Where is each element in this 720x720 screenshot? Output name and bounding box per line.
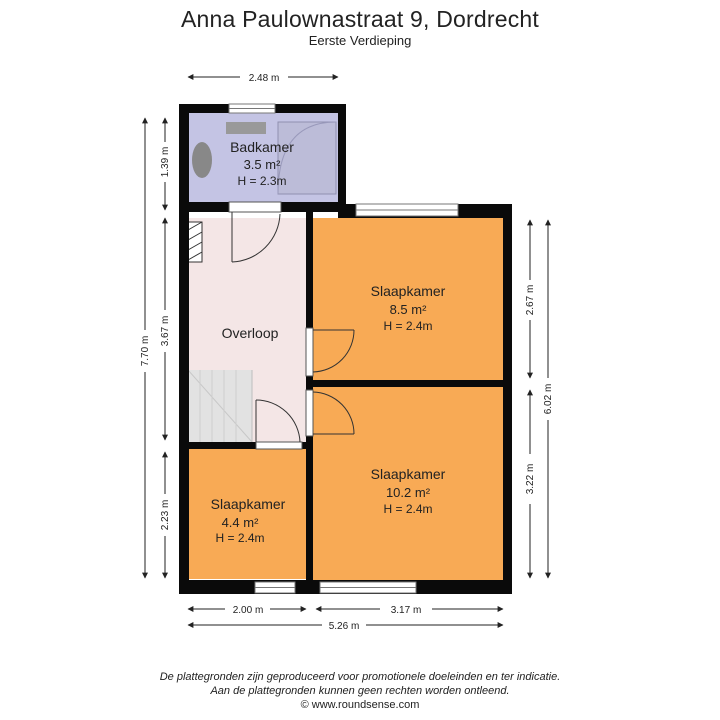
- badkamer-height: H = 2.3m: [237, 174, 287, 188]
- staircase: [188, 370, 252, 442]
- slaapkamer-1-height: H = 2.4m: [383, 319, 433, 333]
- copyright-link[interactable]: © www.roundsense.com: [300, 699, 420, 711]
- slaapkamer-2-name: Slaapkamer: [370, 466, 446, 482]
- slaapkamer-3-floor: [188, 449, 306, 579]
- dim-right-upper: 2.67 m: [525, 284, 536, 316]
- slaapkamer-2-height: H = 2.4m: [383, 502, 433, 516]
- shaft: [188, 222, 202, 262]
- dim-right-lower: 3.22 m: [525, 463, 536, 495]
- slaapkamer-1-area: 8.5 m²: [389, 302, 427, 317]
- slaapkamer-3-height: H = 2.4m: [215, 531, 265, 545]
- disclaimer-line-2: Aan de plattegronden kunnen geen rechten worden ontleend.: [210, 685, 510, 697]
- dim-bottom-right: 3.17 m: [390, 605, 422, 616]
- slaapkamer-2-area: 10.2 m²: [385, 485, 431, 500]
- dim-top-width: 2.48 m: [248, 73, 280, 84]
- slaapkamer-1-name: Slaapkamer: [370, 283, 446, 299]
- slaapkamer-3-area: 4.4 m²: [221, 515, 259, 530]
- dim-bottom-total: 5.26 m: [328, 621, 360, 632]
- dim-left-landing: 3.67 m: [160, 315, 171, 347]
- slaapkamer-2-floor: [313, 387, 503, 581]
- overloop-name: Overloop: [221, 325, 279, 341]
- badkamer-name: Badkamer: [230, 139, 294, 155]
- dim-left-total: 7.70 m: [140, 335, 151, 367]
- slaapkamer-1-floor: [313, 218, 503, 380]
- dim-bottom-left: 2.00 m: [232, 605, 264, 616]
- badkamer-area: 3.5 m²: [243, 157, 281, 172]
- dim-left-small-bedroom: 2.23 m: [160, 499, 171, 531]
- dim-right-total: 6.02 m: [543, 383, 554, 415]
- disclaimer-line-1: De plattegronden zijn geproduceerd voor promotionele doeleinden en ter indicatie.: [159, 671, 561, 683]
- slaapkamer-3-name: Slaapkamer: [210, 496, 286, 512]
- dim-left-bath: 1.39 m: [160, 146, 171, 178]
- page-title: Anna Paulownastraat 9, Dordrecht: [181, 6, 539, 32]
- floor-subtitle: Eerste Verdieping: [308, 33, 412, 48]
